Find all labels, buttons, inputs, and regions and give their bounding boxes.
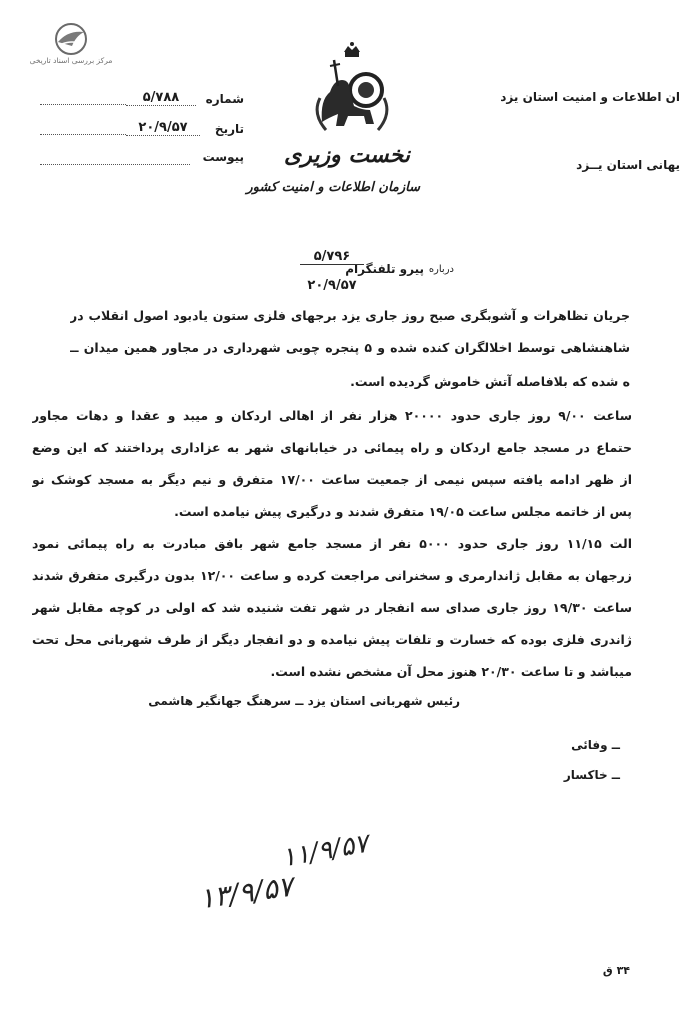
subject-ref-date: ۲۰/۹/۵۷ xyxy=(307,278,357,293)
archive-logo-icon xyxy=(48,22,94,56)
attachment-underline xyxy=(40,164,190,165)
date-value: ۲۰/۹/۵۷ xyxy=(126,120,200,136)
archive-logo xyxy=(48,22,94,56)
body-line: میباشد و تا ساعت ۲۰/۳۰ هنوز محل آن مشخص نشده است. xyxy=(270,664,632,679)
body-line: پس از خاتمه مجلس ساعت ۱۹/۰۵ متفرق شدند و درگیری پیش نیامده است. xyxy=(174,504,632,519)
body-line: شاهنشاهی توسط اخلالگران کنده شده و ۵ پنجره چوبی شهرداری در مجاور همین میدان ــ xyxy=(70,340,630,355)
number-label: شماره xyxy=(205,92,244,106)
body-line: ساعت ۱۹/۳۰ روز جاری صدای سه انفجار در شهر تفت شنیده شد که اولی در کوچه مقابل شهر xyxy=(32,600,632,615)
body-line: ساعت ۹/۰۰ روز جاری حدود ۲۰۰۰۰ هزار نفر از اهالی اردکان و میبد و عقدا و دهات مجاور xyxy=(32,408,632,423)
handwritten-date-2: ۱۳/۹/۵۷ xyxy=(197,869,295,916)
date-label: تاریخ xyxy=(214,122,244,136)
footer-code: ۳۴ ق xyxy=(602,964,630,977)
signature-line: رئیس شهربانی استان یزد ــ سرهنگ جهانگیر هاشمی xyxy=(148,694,460,708)
body-line: جریان تظاهرات و آشوبگری صبح روز جاری یزد برجهای فلزی ستون یادبود اصول انقلاب در xyxy=(70,308,630,323)
body-line: زرجهان به مقابل ژاندارمری و سخنرانی مراجعت کرده و ساعت ۱۲/۰۰ بدون درگیری متفرق شدند xyxy=(32,568,632,583)
emblem-subtitle: سازمان اطلاعات و امنیت کشور xyxy=(246,180,420,195)
attachment-label: پیوست xyxy=(202,150,244,164)
emblem-title: نخست وزیری xyxy=(284,142,410,168)
body-line: الت ۱۱/۱۵ روز جاری حدود ۵۰۰۰ نفر از مسجد جامع شهر بافق مبادرت به راه پیمائی نمود xyxy=(32,536,632,551)
body-line: ه شده که بلافاصله آتش خاموش گردیده است. xyxy=(350,374,630,389)
number-underline xyxy=(40,104,126,105)
emblem xyxy=(308,40,396,136)
subject-label: درباره xyxy=(428,264,454,275)
header-police-line: یهانی استان یــزد xyxy=(576,158,680,172)
number-value: ۵/۷۸۸ xyxy=(126,90,196,106)
body-line: ژاندری فلزی بوده که خسارت و تلفات پیش نیامده و دو انفجار دیگر از طرف شهربانی محل تحت xyxy=(32,632,632,647)
lion-and-sun-emblem-icon xyxy=(308,40,396,136)
subject-text: پیرو تلفنگرام xyxy=(345,262,424,276)
date-underline xyxy=(40,134,126,135)
subject-ref-number: ۵/۷۹۶ xyxy=(300,249,364,265)
header-office-line: ان اطلاعات و امنیت استان یزد xyxy=(500,90,680,104)
handwritten-date-1: ۱۱/۹/۵۷ xyxy=(279,828,371,874)
distribution-item: ــ خاکسار xyxy=(563,768,620,782)
body-line: حتماع در مسجد جامع اردکان و راه پیمائی در خیابانهای شهر به عزاداری پرداختند که این وضع xyxy=(32,440,632,455)
archive-watermark-text: مرکز بررسی اسناد تاریخی xyxy=(29,56,113,65)
body-line: از ظهر ادامه یافته سپس نیمی از جمعیت ساعت ۱۷/۰۰ متفرق و نیم دیگر به مسجد کوشک نو xyxy=(32,472,632,487)
distribution-item: ــ وفائی xyxy=(571,738,620,752)
